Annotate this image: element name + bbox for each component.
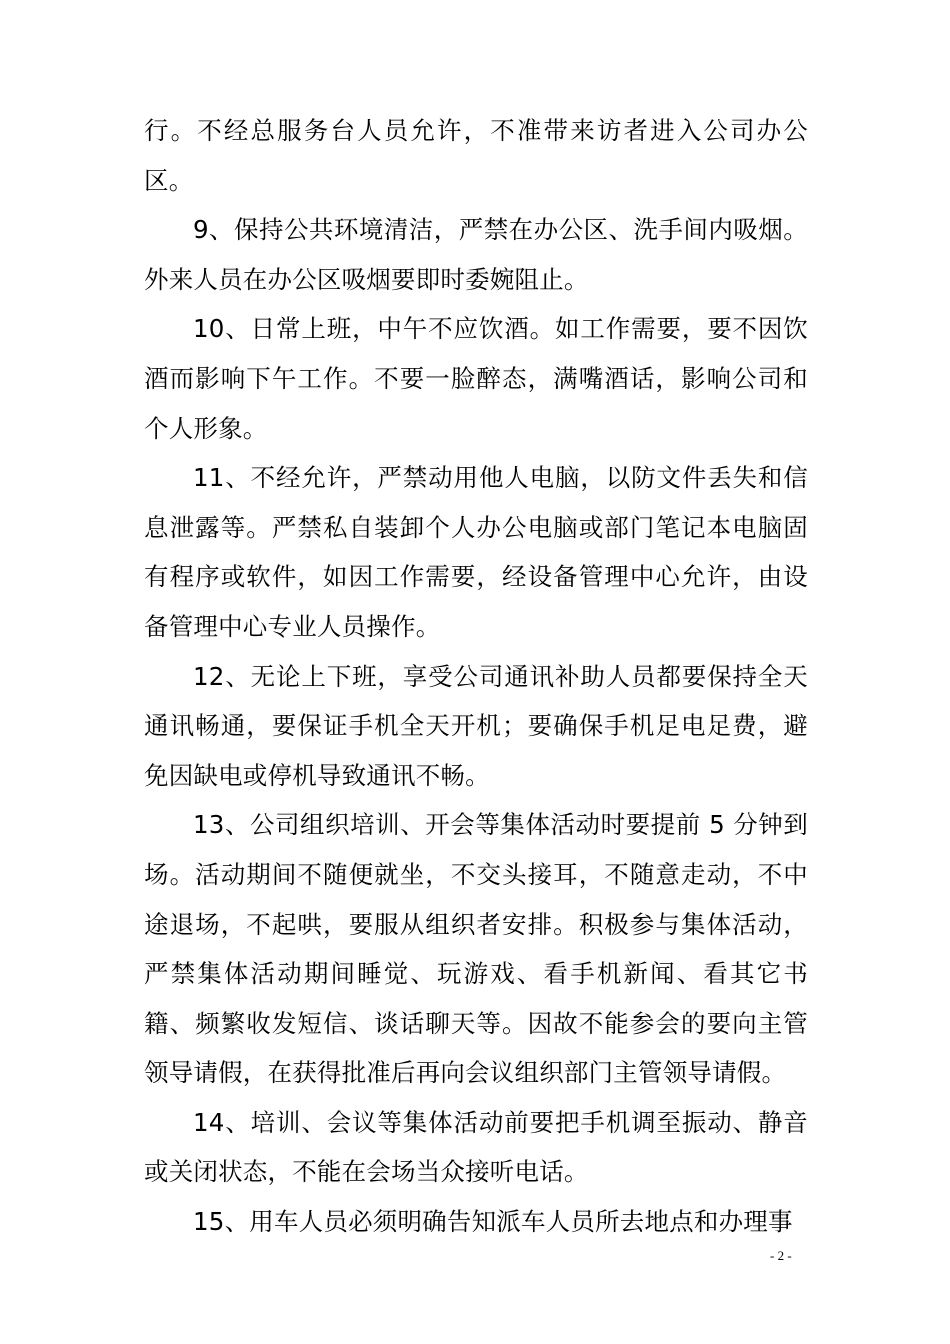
paragraph-item-14: 14、培训、会议等集体活动前要把手机调至振动、静音或关闭状态，不能在会场当众接听电话。 [144,1107,808,1187]
paragraph-item-9: 9、保持公共环境清洁，严禁在办公区、洗手间内吸烟。外来人员在办公区吸烟要即时委婉阻止。 [144,215,808,294]
paragraph-item-15: 15、用车人员必须明确告知派车人员所去地点和办理事 [193,1207,793,1237]
page-number: - 2 - [770,1248,792,1263]
body-text [144,106,808,1247]
paragraph-item-11: 11、不经允许，严禁动用他人电脑，以防文件丢失和信息泄露等。严禁私自装卸个人办公电脑或部门笔记本电脑固有程序或软件，如因工作需要，经设备管理中心允许，由设备管理中心专业人员操作。 [144,463,808,641]
paragraph-item-12: 12、无论上下班，享受公司通讯补助人员都要保持全天通讯畅通，要保证手机全天开机；要确保手机足电足费，避免因缺电或停机导致通讯不畅。 [144,661,808,790]
paragraph-item-10: 10、日常上班，中午不应饮酒。如工作需要，要不因饮酒而影响下午工作。不要一脸醉态，满嘴酒话，影响公司和个人形象。 [144,314,808,443]
paragraph-item-13: 13、公司组织培训、开会等集体活动时要提前 5 分钟到场。活动期间不随便就坐，不交头接耳，不随意走动，不中途退场，不起哄，要服从组织者安排。积极参与集体活动，严禁集体活动期间睡觉、玩游戏、看手机新闻、看其它书籍、频繁收发短信、谈话聊天等。因故不能参会的要向主管领导请假，在获得批准后再向会议组织部门主管领导请假。 [144,810,808,1088]
paragraph-continuation: 行。不经总服务台人员允许，不准带来访者进入公司办公区。 [144,116,808,195]
